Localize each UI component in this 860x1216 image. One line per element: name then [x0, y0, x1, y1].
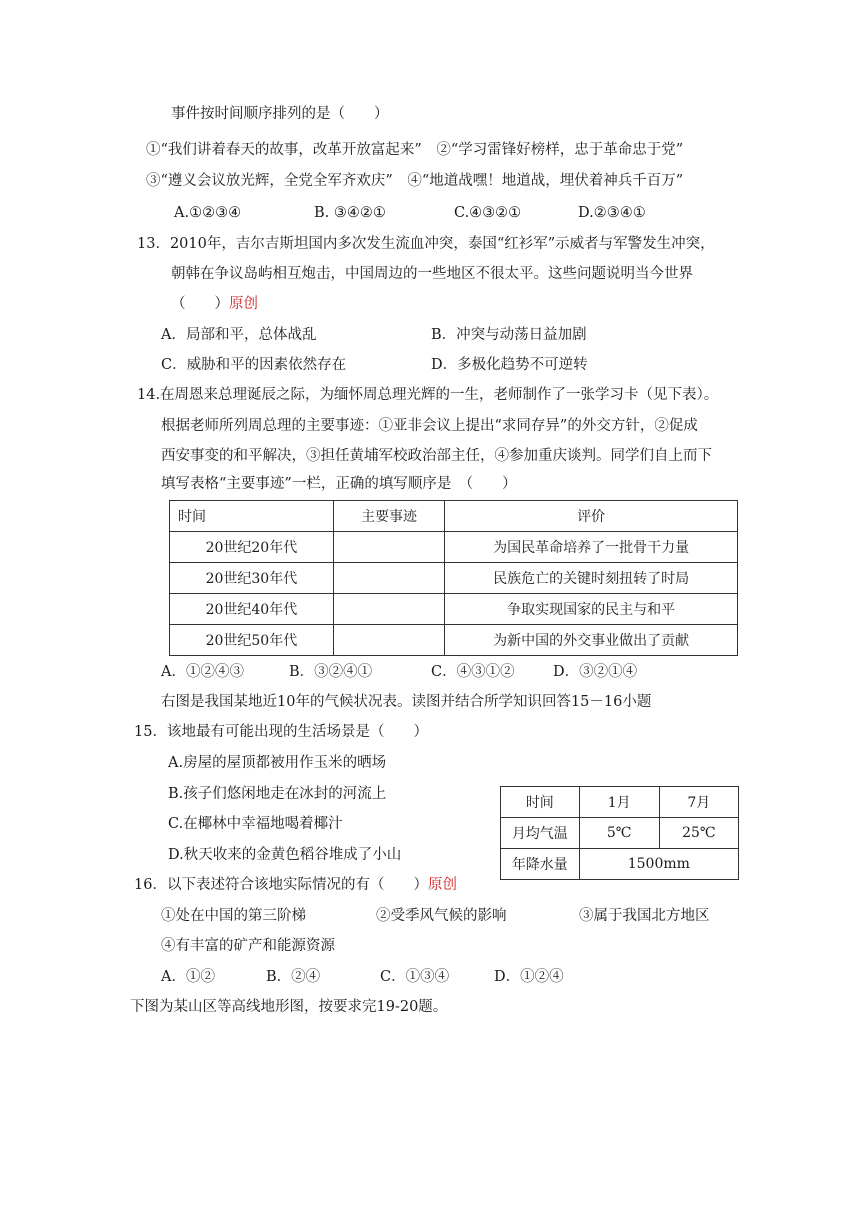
option-c: C．①③④ — [380, 969, 450, 985]
question-14-line-3: 西安事变的和平解决，③担任黄埔军校政治部主任，④参加重庆谈判。同学们自上而下 — [161, 448, 712, 464]
table-cell: 民族危亡的关键时刻扭转了时局 — [445, 563, 738, 594]
option-a: A．①② — [161, 969, 215, 985]
header-cell: 7月 — [659, 787, 738, 818]
table-cell: 为国民革命培养了一批骨干力量 — [445, 532, 738, 563]
question-14-line-2: 根据老师所列周总理的主要事迹：①亚非会议上提出“求同存异”的外交方针，②促成 — [161, 418, 698, 434]
option-b: B．③②④① — [289, 664, 373, 680]
option-a: A.①②③④ — [174, 205, 242, 221]
option-b: B．②④ — [266, 969, 321, 985]
header-cell: 评价 — [445, 501, 738, 532]
table-row — [170, 594, 738, 625]
table-cell — [333, 532, 445, 563]
option-c: C．威胁和平的因素依然存在 — [161, 357, 347, 373]
question-12-stem-tail: 事件按时间顺序排列的是（ ） — [171, 106, 389, 122]
header-cell: 时间 — [170, 501, 334, 532]
table-row — [501, 849, 739, 880]
option-c: C.在椰林中幸福地喝着椰汁 — [168, 816, 343, 832]
question-16-stem — [134, 875, 457, 895]
original-mark: 原创 — [427, 877, 457, 893]
option-a: A．①②④③ — [161, 664, 244, 680]
table-row — [170, 532, 738, 563]
table-row — [501, 818, 739, 849]
question-15-stem: 15．该地最有可能出现的生活场景是（ ） — [134, 724, 428, 740]
option-b: B．冲突与动荡日益加剧 — [431, 327, 587, 343]
table-header-row — [501, 787, 739, 818]
table-cell: 20世纪50年代 — [170, 625, 334, 656]
table-cell: 月均气温 — [501, 818, 580, 849]
header-cell: 1月 — [579, 787, 659, 818]
table-cell — [333, 594, 445, 625]
table-cell: 争取实现国家的民主与和平 — [445, 594, 738, 625]
header-cell: 主要事迹 — [333, 501, 445, 532]
next-section-intro: 下图为某山区等高线地形图，按要求完19-20题。 — [130, 999, 448, 1015]
zhou-enlai-study-card-table — [169, 500, 738, 656]
option-d: D.②③④① — [578, 205, 646, 221]
table-header-row — [170, 501, 738, 532]
table-cell: 为新中国的外交事业做出了贡献 — [445, 625, 738, 656]
statement-4: ④有丰富的矿产和能源资源 — [161, 938, 335, 954]
table-cell: 年降水量 — [501, 849, 580, 880]
table-cell: 25℃ — [659, 818, 738, 849]
question-13-line-3 — [171, 294, 258, 314]
table-cell — [333, 625, 445, 656]
climate-data-table — [500, 786, 739, 880]
option-c: C.④③②① — [454, 205, 522, 221]
question-13-line-1: 13．2010年，吉尔吉斯坦国内多次发生流血冲突，泰国“红衫军”示威者与军警发生冲突， — [137, 236, 715, 252]
option-d: D．③②①④ — [553, 664, 638, 680]
option-a: A．局部和平，总体战乱 — [161, 327, 317, 343]
option-c: C．④③①② — [431, 664, 515, 680]
option-a: A.房屋的屋顶都被用作玉米的晒场 — [168, 755, 387, 771]
table-cell: 20世纪20年代 — [170, 532, 334, 563]
option-b: B.孩子们悠闲地走在冰封的河流上 — [168, 786, 387, 802]
table-cell: 1500mm — [579, 849, 738, 880]
statement-3: ③属于我国北方地区 — [579, 908, 710, 924]
question-16-text: 16．以下表述符合该地实际情况的有（ ） — [134, 877, 428, 893]
question-12-item-line-2: ③“遵义会议放光辉，全党全军齐欢庆” ④“地道战嘿！地道战，埋伏着神兵千百万” — [146, 173, 684, 189]
table-cell — [333, 563, 445, 594]
statement-1: ①处在中国的第三阶梯 — [161, 908, 306, 924]
question-13-line-2: 朝韩在争议岛屿相互炮击，中国周边的一些地区不很太平。这些问题说明当今世界 — [171, 266, 693, 282]
header-cell: 时间 — [501, 787, 580, 818]
original-mark: 原创 — [229, 296, 258, 312]
option-d: D．多极化趋势不可逆转 — [431, 357, 588, 373]
question-14-line-1: 14.在周恩来总理诞辰之际，为缅怀周总理光辉的一生，老师制作了一张学习卡（见下表）。 — [137, 387, 719, 403]
question-14-line-4: 填写表格“主要事迹”一栏，正确的填写顺序是 （ ） — [161, 476, 517, 492]
table-row — [170, 563, 738, 594]
questions-15-16-intro: 右图是我国某地近10年的气候状况表。读图并结合所学知识回答15－16小题 — [161, 694, 652, 710]
option-b: B. ③④②① — [314, 205, 386, 221]
question-12-item-line-1: ①“我们讲着春天的故事，改革开放富起来” ②“学习雷锋好榜样，忠于革命忠于党” — [146, 142, 684, 158]
option-d: D.秋天收来的金黄色稻谷堆成了小山 — [168, 847, 402, 863]
table-cell: 5℃ — [579, 818, 659, 849]
answer-blank: （ ） — [171, 296, 229, 312]
statement-2: ②受季风气候的影响 — [376, 908, 507, 924]
table-row — [170, 625, 738, 656]
table-cell: 20世纪40年代 — [170, 594, 334, 625]
option-d: D．①②④ — [494, 969, 564, 985]
table-cell: 20世纪30年代 — [170, 563, 334, 594]
